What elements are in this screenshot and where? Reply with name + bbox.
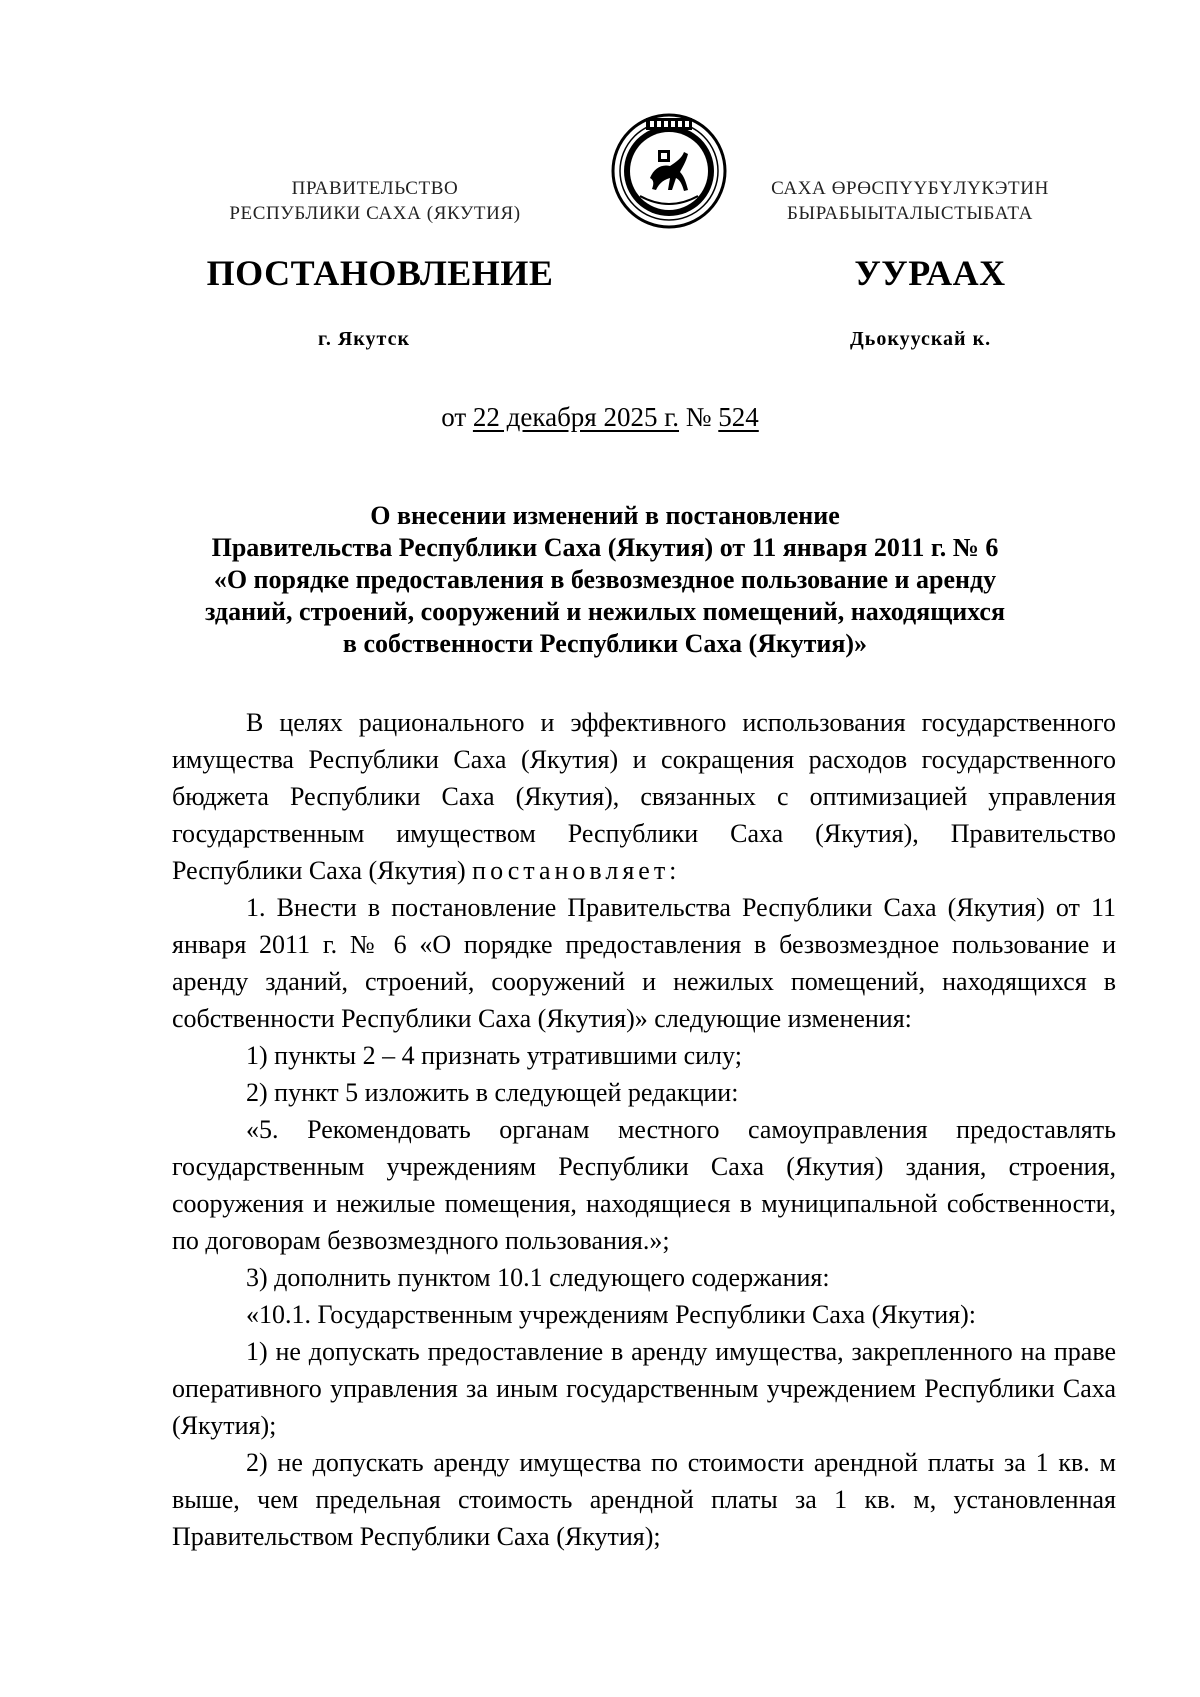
subject-line: зданий, строений, сооружений и нежилых помещений, находящихся <box>204 597 1006 626</box>
doc-type-title-ru: ПОСТАНОВЛЕНИЕ <box>206 253 554 293</box>
header-left <box>185 176 565 226</box>
subject-line: в собственности Республики Саха (Якутия)» <box>342 629 868 658</box>
number-sign: № <box>685 402 712 432</box>
coat-of-arms-emblem-icon <box>610 112 728 230</box>
header-right-line2: БЫРАБЫЫТАЛЫСТЫБАТА <box>787 203 1033 224</box>
city-ru: г. Якутск <box>318 328 410 350</box>
body-paragraph-2: 1) пункты 2 – 4 признать утратившими силу; <box>246 1041 742 1070</box>
document-body <box>172 704 1116 1555</box>
header-left-line2: РЕСПУБЛИКИ САХА (ЯКУТИЯ) <box>229 203 521 224</box>
resolves-word: постановляет: <box>472 856 681 885</box>
subject-line: О внесении изменений в постановление <box>370 501 840 530</box>
document-number: 524 <box>718 402 759 432</box>
date-number-line <box>0 402 1200 433</box>
header-right-line1: САХА ӨРӨСПҮҮБҮЛҮКЭТИН <box>771 178 1049 199</box>
document-date: 22 декабря 2025 г. <box>472 402 680 432</box>
body-paragraph-preamble <box>172 704 1116 889</box>
body-paragraph-3: 2) пункт 5 изложить в следующей редакции: <box>246 1078 739 1107</box>
body-paragraph-5: 3) дополнить пунктом 10.1 следующего содержания: <box>246 1263 830 1292</box>
preamble-text: В целях рационального и эффективного использования государственного имущества Республики Саха (Якутия) и сокращения расходов государственного бюджета Республики Саха (Якутия), связанных с оптимизацией управления государственным имуществом Республики Саха (Якутия), Правительство Республики Саха (Якутия) <box>172 708 1116 885</box>
body-paragraph-7: 1) не допускать предоставление в аренду имущества, закрепленного на праве оперативного управления за иным государственным учреждением Республики Саха (Якутия); <box>172 1337 1116 1440</box>
doc-type-title-sah: УУРААХ <box>854 253 1006 293</box>
body-paragraph-6: «10.1. Государственным учреждениям Республики Саха (Якутия): <box>246 1300 977 1329</box>
header-left-line1: ПРАВИТЕЛЬСТВО <box>291 178 459 199</box>
document-subject <box>150 500 1060 660</box>
subject-line: Правительства Республики Саха (Якутия) от 11 января 2011 г. № 6 <box>211 533 999 562</box>
city-sah: Дьокуускай к. <box>850 328 992 350</box>
header-right <box>745 176 1075 226</box>
body-paragraph-4: «5. Рекомендовать органам местного самоуправления предоставлять государственным учреждениям Республики Саха (Якутия) здания, строения, сооружения и нежилые помещения, находящиеся в муниципальной собственности, по договорам безвозмездного пользования.»; <box>172 1115 1116 1255</box>
date-prefix: от <box>441 402 467 432</box>
body-paragraph-8: 2) не допускать аренду имущества по стоимости арендной платы за 1 кв. м выше, чем предельная стоимость арендной платы за 1 кв. м, установленная Правительством Республики Саха (Якутия); <box>172 1448 1116 1551</box>
body-paragraph-1: 1. Внести в постановление Правительства Республики Саха (Якутия) от 11 января 2011 г. № 6 «О порядке предоставления в безвозмездное пользование и аренду зданий, строений, сооружений и нежилых помещений, находящихся в собственности Республики Саха (Якутия)» следующие изменения: <box>172 893 1116 1033</box>
subject-line: «О порядке предоставления в безвозмездное пользование и аренду <box>213 565 997 594</box>
